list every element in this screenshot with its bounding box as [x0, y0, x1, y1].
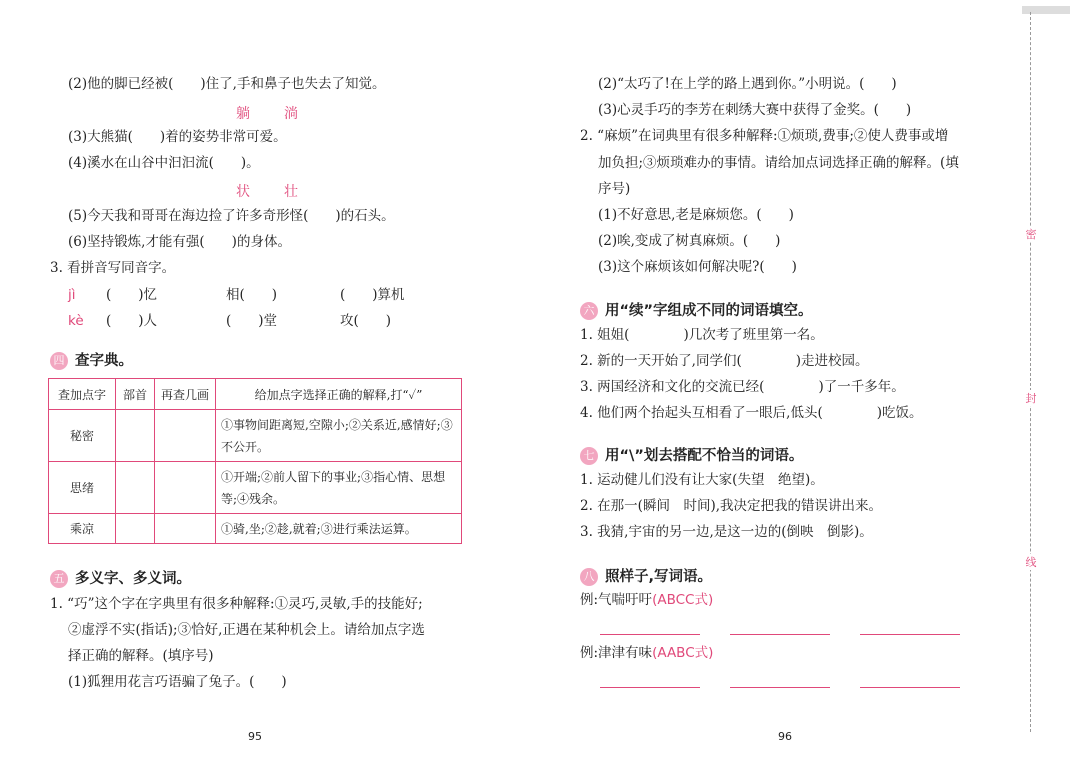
answer-line[interactable]	[860, 634, 960, 635]
section-heading	[580, 299, 813, 320]
section-number-badge: 四	[50, 352, 68, 370]
pinyin: kè	[68, 313, 84, 329]
binding-dotted-line	[1030, 12, 1031, 732]
text-line: (2)“太巧了!在上学的路上遇到你。”小明说。( )	[598, 76, 897, 92]
table-meaning: ①开端;②前人留下的事业;③指心情、思想等;④残余。	[216, 462, 462, 514]
answer-line[interactable]	[600, 687, 700, 688]
text-line: 1. “巧”这个字在字典里有很多种解释:①灵巧,灵敏,手的技能好;	[50, 596, 423, 612]
text-line: (2)他的脚已经被( )住了,手和鼻子也失去了知觉。	[68, 76, 386, 92]
table-meaning: ①骑,坐;②趁,就着;③进行乘法运算。	[216, 514, 462, 544]
table-header: 给加点字选择正确的解释,打“✓”	[216, 379, 462, 410]
text-line: (5)今天我和哥哥在海边捡了许多奇形怪( )的石头。	[68, 208, 395, 224]
question-title: 3. 看拼音写同音字。	[50, 260, 176, 276]
text-line: (3)大熊猫( )着的姿势非常可爱。	[68, 129, 287, 145]
table-header: 再查几画	[155, 379, 216, 410]
section-number-badge: 八	[580, 568, 598, 586]
blank-item: ( )算机	[340, 287, 405, 303]
page-number: 96	[778, 730, 792, 743]
blank-cell[interactable]	[155, 410, 216, 462]
text-line: 加负担;③烦琐难办的事情。请给加点词选择正确的解释。(填	[598, 155, 959, 171]
text-line: 择正确的解释。(填序号)	[68, 648, 214, 664]
section-number-badge: 七	[580, 447, 598, 465]
blank-item: 相( )	[226, 287, 278, 303]
section-title: 用“续”字组成不同的词语填空。	[605, 303, 813, 319]
list-item: 3. 我猜,宇宙的另一边,是这一边的(倒映 倒影)。	[580, 524, 873, 540]
blank-item: ( )堂	[226, 313, 278, 329]
word-pair: 躺 淌	[236, 106, 308, 122]
table-header: 部首	[116, 379, 155, 410]
section-heading	[580, 565, 712, 586]
page-number: 95	[248, 730, 262, 743]
example-line	[580, 645, 713, 661]
example-pattern: (AABC式)	[652, 645, 714, 661]
text-line: (1)狐狸用花言巧语骗了兔子。( )	[68, 674, 287, 690]
list-item: 1. 姐姐( )几次考了班里第一名。	[580, 327, 824, 343]
section-title: 多义字、多义词。	[75, 571, 191, 587]
example-pattern: (ABCC式)	[652, 592, 714, 608]
example-word: 例:津津有味	[580, 645, 653, 661]
dictionary-table	[48, 378, 462, 544]
list-item: 3. 两国经济和文化的交流已经( )了一千多年。	[580, 379, 905, 395]
blank-item: 攻( )	[340, 313, 392, 329]
section-number-badge: 六	[580, 302, 598, 320]
blank-cell[interactable]	[155, 462, 216, 514]
list-item: 4. 他们两个抬起头互相看了一眼后,低头( )吃饭。	[580, 405, 923, 421]
section-title: 用“\”划去搭配不恰当的词语。	[605, 448, 804, 464]
text-line: ②虚浮不实(指话);③恰好,正遇在某种机会上。请给加点字选	[68, 622, 425, 638]
text-line: (4)溪水在山谷中汩汩流( )。	[68, 155, 260, 171]
blank-item: ( )忆	[106, 287, 158, 303]
list-item: 2. 在那一(瞬间 时间),我决定把我的错误讲出来。	[580, 498, 882, 514]
answer-line[interactable]	[730, 687, 830, 688]
side-label: 封	[1025, 392, 1037, 405]
section-title: 照样子,写词语。	[605, 569, 713, 585]
list-item: 2. 新的一天开始了,同学们( )走进校园。	[580, 353, 869, 369]
blank-cell[interactable]	[116, 410, 155, 462]
table-row	[49, 410, 462, 462]
section-heading	[50, 567, 191, 588]
table-row	[49, 514, 462, 544]
blank-cell[interactable]	[116, 514, 155, 544]
text-line: (1)不好意思,老是麻烦您。( )	[598, 207, 794, 223]
answer-line[interactable]	[860, 687, 960, 688]
text-line: (6)坚持锻炼,才能有强( )的身体。	[68, 234, 291, 250]
side-label: 线	[1025, 556, 1037, 569]
text-line: (3)心灵手巧的李芳在刺绣大赛中获得了金奖。( )	[598, 102, 912, 118]
list-item: 1. 运动健儿们没有让大家(失望 绝望)。	[580, 472, 824, 488]
table-row	[49, 462, 462, 514]
answer-line[interactable]	[730, 634, 830, 635]
blank-item: ( )人	[106, 313, 158, 329]
table-header: 查加点字	[49, 379, 116, 410]
section-heading	[580, 444, 803, 465]
table-meaning: ①事物间距离短,空隙小;②关系近,感情好;③不公开。	[216, 410, 462, 462]
section-title: 查字典。	[75, 353, 133, 369]
answer-line[interactable]	[600, 634, 700, 635]
word-pair: 状 壮	[236, 184, 308, 200]
text-line: (3)这个麻烦该如何解决呢?( )	[598, 259, 797, 275]
example-word: 例:气喘吁吁	[580, 592, 653, 608]
blank-cell[interactable]	[116, 462, 155, 514]
table-word: 思绪	[49, 462, 116, 514]
table-word: 乘凉	[49, 514, 116, 544]
section-number-badge: 五	[50, 570, 68, 588]
section-heading	[50, 349, 133, 370]
pinyin: jì	[68, 287, 76, 303]
text-line: (2)唉,变成了树真麻烦。( )	[598, 233, 781, 249]
side-label: 密	[1025, 228, 1037, 241]
blank-cell[interactable]	[155, 514, 216, 544]
text-line: 序号)	[598, 181, 631, 197]
example-line	[580, 592, 713, 608]
text-line: 2. “麻烦”在词典里有很多种解释:①烦琐,费事;②使人费事或增	[580, 128, 949, 144]
table-word: 秘密	[49, 410, 116, 462]
